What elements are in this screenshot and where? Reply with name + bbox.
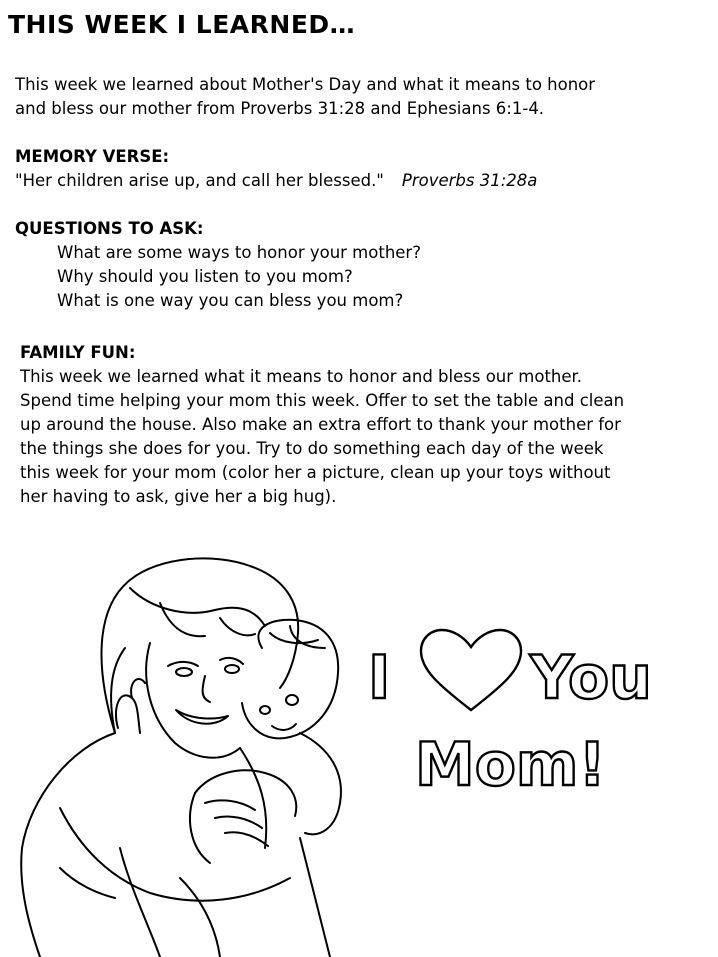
family-fun-line: the things she does for you. Try to do something each day of the week <box>20 439 604 458</box>
heart-icon <box>421 630 521 710</box>
intro-line: and bless our mother from Proverbs 31:28 and Ephesians 6:1-4. <box>15 99 545 118</box>
memory-verse-line <box>15 169 537 193</box>
questions-heading: QUESTIONS TO ASK: <box>15 219 204 238</box>
question-item: What is one way you can bless you mom? <box>57 291 404 310</box>
lettering-you: You <box>530 643 652 713</box>
family-fun-line: up around the house. Also make an extra effort to thank your mother for <box>20 415 621 434</box>
memory-verse-section <box>15 145 537 193</box>
question-item: Why should you listen to you mom? <box>57 267 353 286</box>
family-fun-line: her having to ask, give her a big hug). <box>20 487 337 506</box>
page-title: THIS WEEK I LEARNED… <box>8 10 356 39</box>
i-love-you-mom-lettering <box>368 630 652 800</box>
lettering-mom: Mom! <box>415 730 606 800</box>
family-fun-heading: FAMILY FUN: <box>20 343 136 362</box>
questions-section <box>15 217 421 313</box>
family-fun-line: this week for your mom (color her a picture, clean up your toys without <box>20 463 611 482</box>
coloring-artwork <box>0 548 718 957</box>
family-fun-line: This week we learned what it means to honor and bless our mother. <box>20 367 583 386</box>
lettering-i: I <box>368 643 391 713</box>
mother-and-child-illustration <box>21 558 341 957</box>
intro-line: This week we learned about Mother's Day and what it means to honor <box>15 75 596 94</box>
memory-verse-text: "Her children arise up, and call her blessed." <box>15 171 384 190</box>
family-fun-line: Spend time helping your mom this week. Offer to set the table and clean <box>20 391 625 410</box>
memory-verse-heading: MEMORY VERSE: <box>15 147 170 166</box>
question-item: What are some ways to honor your mother? <box>57 243 421 262</box>
intro-paragraph <box>15 73 595 121</box>
family-fun-section <box>20 341 624 509</box>
memory-verse-reference: Proverbs 31:28a <box>401 171 538 190</box>
